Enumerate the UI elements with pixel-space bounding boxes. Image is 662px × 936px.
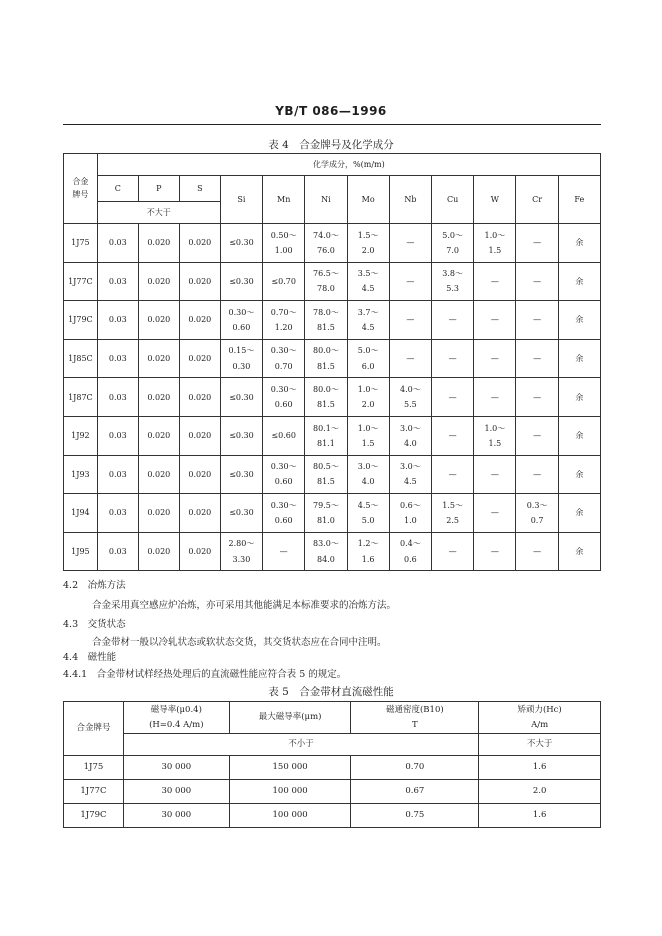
table4-value-cell: 0.020 [179, 339, 220, 378]
table4-value-cell: 余 [558, 416, 600, 455]
table4-value-cell: — [474, 301, 516, 340]
table5-value-cell: 100 000 [229, 804, 351, 828]
table4-value-cell: 0.020 [138, 339, 179, 378]
table4-value-cell: 1.0～ 2.0 [347, 378, 389, 417]
table4-value-cell: — [516, 339, 558, 378]
table4-value-cell: ≤0.70 [263, 262, 305, 301]
table5-value-cell: 100 000 [229, 780, 351, 804]
table4-value-cell: ≤0.30 [220, 378, 262, 417]
table4-value-cell: — [516, 262, 558, 301]
table4-value-cell: 5.0～ 7.0 [432, 224, 474, 263]
table4-value-cell: 2.80～ 3.30 [220, 532, 262, 571]
table4-value-cell: 74.0～ 76.0 [305, 224, 347, 263]
table4-value-cell: — [516, 224, 558, 263]
table4-value-cell: 1.0～ 1.5 [347, 416, 389, 455]
table5-value-cell: 30 000 [123, 804, 229, 828]
table4-value-cell: — [516, 416, 558, 455]
table5-value-cell: 1.6 [479, 804, 601, 828]
table4-value-cell: — [516, 301, 558, 340]
table4-grade-cell: 1J94 [64, 494, 98, 533]
table4-value-cell: 0.03 [97, 378, 138, 417]
table4-value-cell: 0.30～ 0.60 [263, 494, 305, 533]
table4-value-cell: 0.15～ 0.30 [220, 339, 262, 378]
table4-value-cell: — [432, 455, 474, 494]
table5-row [64, 804, 601, 828]
table4-element-header: Fe [558, 176, 600, 224]
table4-value-cell: 0.020 [138, 378, 179, 417]
table4-value-cell: 余 [558, 455, 600, 494]
table4-value-cell: 4.0～ 5.5 [389, 378, 431, 417]
table4-row [64, 262, 601, 301]
table4-value-cell: — [432, 301, 474, 340]
table5-header-max-permeability: 最大磁导率(μm) [229, 702, 351, 734]
table4-value-cell: ≤0.30 [220, 262, 262, 301]
table4-value-cell: 0.30～ 0.60 [263, 455, 305, 494]
table4-value-cell: 0.020 [138, 224, 179, 263]
table4-value-cell: 余 [558, 224, 600, 263]
table4-row [64, 416, 601, 455]
table4-value-cell: — [389, 301, 431, 340]
table4-value-cell: ≤0.30 [220, 416, 262, 455]
document-code: YB/T 086—1996 [275, 104, 387, 118]
table5-value-cell: 30 000 [123, 780, 229, 804]
table4-value-cell: 0.020 [138, 494, 179, 533]
table5-value-cell: 0.70 [351, 756, 479, 780]
table5-value-cell: 0.75 [351, 804, 479, 828]
table4-value-cell: — [389, 339, 431, 378]
table4-element-header: Si [220, 176, 262, 224]
table4-value-cell: 0.03 [97, 224, 138, 263]
table4-caption: 表 4 合金牌号及化学成分 [268, 139, 394, 151]
table4-value-cell: 0.3～ 0.7 [516, 494, 558, 533]
table5-value-cell: 30 000 [123, 756, 229, 780]
table4-grade-cell: 1J92 [64, 416, 98, 455]
table4-value-cell: 0.020 [138, 532, 179, 571]
table5-value-cell: 0.67 [351, 780, 479, 804]
table4-grade-cell: 1J77C [64, 262, 98, 301]
table4-value-cell: 0.4～ 0.6 [389, 532, 431, 571]
table4-value-cell: 1.5～ 2.5 [432, 494, 474, 533]
table4-value-cell: 0.30～ 0.70 [263, 339, 305, 378]
table4-value-cell: 80.5～ 81.5 [305, 455, 347, 494]
table4-value-cell: 79.5～ 81.0 [305, 494, 347, 533]
table4-value-cell: 0.020 [138, 301, 179, 340]
table4-value-cell: 0.020 [138, 416, 179, 455]
section-4-3-text: 合金带材一般以冷轧状态或软状态交货，其交货状态应在合同中注明。 [92, 637, 387, 648]
table4-row [64, 494, 601, 533]
table5-row [64, 780, 601, 804]
table4-value-cell: — [432, 416, 474, 455]
table4-value-cell: 3.0～ 4.0 [389, 416, 431, 455]
table4-value-cell: 4.5～ 5.0 [347, 494, 389, 533]
table4-element-header: Ni [305, 176, 347, 224]
table4-value-cell: — [432, 339, 474, 378]
table4-value-cell: — [263, 532, 305, 571]
table4-value-cell: 0.020 [179, 532, 220, 571]
table4-value-cell: — [516, 455, 558, 494]
table4-value-cell: ≤0.60 [263, 416, 305, 455]
table4-value-cell: 1.0～ 1.5 [474, 416, 516, 455]
table4-value-cell: 0.020 [179, 224, 220, 263]
table4-grade-cell: 1J79C [64, 301, 98, 340]
table4-value-cell: ≤0.30 [220, 224, 262, 263]
table4-value-cell: 3.5～ 4.5 [347, 262, 389, 301]
table4-grade-cell: 1J87C [64, 378, 98, 417]
table4-header-grade: 合金 牌号 [64, 154, 98, 224]
table4-element-header: Cr [516, 176, 558, 224]
table4-value-cell: — [516, 378, 558, 417]
table4-value-cell: 0.020 [179, 262, 220, 301]
table5-caption: 表 5 合金带材直流磁性能 [268, 686, 394, 698]
table5-row [64, 756, 601, 780]
table4-value-cell: 0.30～ 0.60 [263, 378, 305, 417]
table4-value-cell: — [389, 224, 431, 263]
table4-value-cell: 1.0～ 1.5 [474, 224, 516, 263]
table4-value-cell: 0.020 [179, 301, 220, 340]
table5-header-grade: 合金牌号 [64, 702, 124, 756]
table4-value-cell: 0.03 [97, 532, 138, 571]
table4-value-cell: 80.0～ 81.5 [305, 339, 347, 378]
table4-value-cell: — [516, 532, 558, 571]
table5-grade-cell: 1J77C [64, 780, 124, 804]
table4-value-cell: 0.03 [97, 494, 138, 533]
section-4-2-title: 4.2 冶炼方法 [63, 580, 126, 591]
table4-element-header: Mo [347, 176, 389, 224]
section-4-4-title: 4.4 磁性能 [63, 652, 117, 663]
table4-value-cell: — [474, 378, 516, 417]
table4-value-cell: 5.0～ 6.0 [347, 339, 389, 378]
table4-value-cell: 0.03 [97, 455, 138, 494]
table4-value-cell: 83.0～ 84.0 [305, 532, 347, 571]
table4-value-cell: — [432, 378, 474, 417]
table4-value-cell: 80.0～ 81.5 [305, 378, 347, 417]
table4-value-cell: 余 [558, 494, 600, 533]
table4-row [64, 378, 601, 417]
table4-value-cell: 1.5～ 2.0 [347, 224, 389, 263]
section-4-4-1-text: 4.4.1 合金带材试样经热处理后的直流磁性能应符合表 5 的规定。 [63, 669, 347, 680]
table4-value-cell: 3.7～ 4.5 [347, 301, 389, 340]
table4-value-cell: ≤0.30 [220, 494, 262, 533]
table4-value-cell: 76.5～ 78.0 [305, 262, 347, 301]
table4-element-header: Mn [263, 176, 305, 224]
table4-value-cell: 0.6～ 1.0 [389, 494, 431, 533]
table4-value-cell: 余 [558, 301, 600, 340]
table4-value-cell: 80.1～ 81.1 [305, 416, 347, 455]
table4-value-cell: — [474, 494, 516, 533]
table4-header-composition: 化学成分，%(m/m) [97, 154, 600, 176]
table4-value-cell: 3.0～ 4.5 [389, 455, 431, 494]
table4-value-cell: — [474, 339, 516, 378]
table4-value-cell: 余 [558, 339, 600, 378]
table4-value-cell: 0.03 [97, 339, 138, 378]
table4-grade-cell: 1J95 [64, 532, 98, 571]
table4-row [64, 301, 601, 340]
table4-value-cell: 0.020 [179, 416, 220, 455]
table4-value-cell: 0.020 [179, 455, 220, 494]
table5-not-more-than: 不大于 [479, 734, 601, 756]
table4-value-cell: 0.03 [97, 301, 138, 340]
table4-grade-cell: 1J85C [64, 339, 98, 378]
table5-value-cell: 2.0 [479, 780, 601, 804]
table4-grade-cell: 1J75 [64, 224, 98, 263]
table4-value-cell: 余 [558, 378, 600, 417]
table4-element-header: P [138, 176, 179, 202]
table5-magnetic-properties [63, 701, 601, 828]
header-rule [63, 124, 601, 125]
table4-value-cell: 余 [558, 532, 600, 571]
table4-row [64, 224, 601, 263]
table5-value-cell: 1.6 [479, 756, 601, 780]
table4-element-header: Cu [432, 176, 474, 224]
table5-grade-cell: 1J79C [64, 804, 124, 828]
table4-value-cell: 3.0～ 4.0 [347, 455, 389, 494]
table4-value-cell: 0.020 [179, 378, 220, 417]
table4-grade-cell: 1J93 [64, 455, 98, 494]
table4-chemical-composition [63, 153, 601, 571]
table4-value-cell: 1.2～ 1.6 [347, 532, 389, 571]
table4-value-cell: — [432, 532, 474, 571]
table4-value-cell: 0.020 [138, 455, 179, 494]
table4-value-cell: 78.0～ 81.5 [305, 301, 347, 340]
table5-header-initial-permeability: 磁导率(μ0.4) (H=0.4 A/m) [123, 702, 229, 734]
table4-value-cell: 余 [558, 262, 600, 301]
table4-value-cell: ≤0.30 [220, 455, 262, 494]
table4-value-cell: 0.50～ 1.00 [263, 224, 305, 263]
table4-row [64, 532, 601, 571]
table4-element-header: C [97, 176, 138, 202]
table5-not-less-than: 不小于 [123, 734, 478, 756]
table4-value-cell: 0.70～ 1.20 [263, 301, 305, 340]
table4-element-header: W [474, 176, 516, 224]
table4-row [64, 455, 601, 494]
table5-grade-cell: 1J75 [64, 756, 124, 780]
table4-value-cell: — [474, 262, 516, 301]
table4-value-cell: 0.03 [97, 416, 138, 455]
table4-value-cell: 0.03 [97, 262, 138, 301]
table5-header-flux-density: 磁通密度(B10) T [351, 702, 479, 734]
table4-value-cell: 0.020 [179, 494, 220, 533]
table4-value-cell: 0.020 [138, 262, 179, 301]
section-4-3-title: 4.3 交货状态 [63, 619, 126, 630]
table4-element-header: S [179, 176, 220, 202]
table4-element-header: Nb [389, 176, 431, 224]
table4-not-more-than: 不大于 [97, 202, 220, 224]
table5-header-coercive-force: 矫顽力(Hc) A/m [479, 702, 601, 734]
table4-value-cell: — [389, 262, 431, 301]
table4-value-cell: — [474, 532, 516, 571]
section-4-2-text: 合金采用真空感应炉冶炼，亦可采用其他能满足本标准要求的冶炼方法。 [92, 600, 397, 611]
table4-row [64, 339, 601, 378]
table5-value-cell: 150 000 [229, 756, 351, 780]
table4-value-cell: 0.30～ 0.60 [220, 301, 262, 340]
table4-value-cell: — [474, 455, 516, 494]
table4-value-cell: 3.8～ 5.3 [432, 262, 474, 301]
